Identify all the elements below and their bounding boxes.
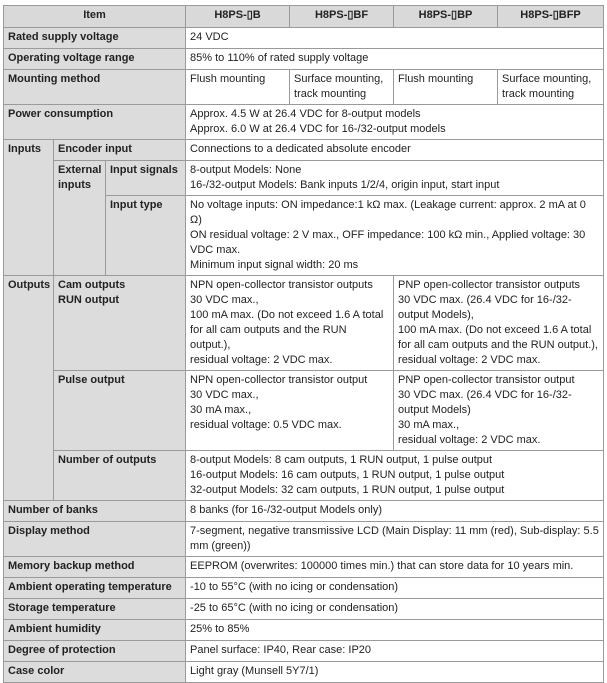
value-memory-backup: EEPROM (overwrites: 100000 times min.) that can store data for 10 years min. — [186, 557, 604, 578]
header-row — [4, 6, 604, 28]
label-mounting-method: Mounting method — [4, 70, 186, 105]
row-encoder-input — [4, 140, 604, 161]
label-input-type: Input type — [106, 196, 186, 276]
label-rated-supply-voltage: Rated supply voltage — [4, 28, 186, 49]
value-ambient-humidity: 25% to 85% — [186, 620, 604, 641]
label-number-of-outputs: Number of outputs — [54, 451, 186, 501]
label-input-signals: Input signals — [106, 161, 186, 196]
row-ambient-humidity — [4, 620, 604, 641]
value-input-signals: 8-output Models: None 16-/32-output Models: Bank inputs 1/2/4, origin input, start input — [186, 161, 604, 196]
value-mounting-b: Flush mounting — [186, 70, 290, 105]
value-number-of-outputs: 8-output Models: 8 cam outputs, 1 RUN output, 1 pulse output 16-output Models: 16 cam outputs, 1 RUN output, 1 pulse output 32-output Models: 32 cam outputs, 1 RUN output, 1 pulse output — [186, 451, 604, 501]
value-degree-of-protection: Panel surface: IP40, Rear case: IP20 — [186, 641, 604, 662]
row-cam-outputs — [4, 276, 604, 371]
label-pulse-output: Pulse output — [54, 371, 186, 451]
header-model-b: H8PS-▯B — [186, 6, 290, 28]
spec-table — [3, 5, 604, 683]
value-mounting-bfp: Surface mounting, track mounting — [498, 70, 604, 105]
label-ambient-humidity: Ambient humidity — [4, 620, 186, 641]
row-memory-backup — [4, 557, 604, 578]
label-external-inputs: External inputs — [54, 161, 106, 276]
row-ambient-operating-temperature — [4, 578, 604, 599]
value-rated-supply-voltage: 24 VDC — [186, 28, 604, 49]
label-display-method: Display method — [4, 522, 186, 557]
row-rated-supply-voltage — [4, 28, 604, 49]
value-pulse-output-pnp: PNP open-collector transistor output 30 VDC max. (26.4 VDC for 16-/32-output Models) 30 mA max., residual voltage: 2 VDC max. — [394, 371, 604, 451]
value-input-type: No voltage inputs: ON impedance:1 kΩ max. (Leakage current: approx. 2 mA at 0 Ω) ON residual voltage: 2 V max., OFF impedance: 100 kΩ min., Applied voltage: 30 VDC max. Minimum input signal width: 20 ms — [186, 196, 604, 276]
row-power-consumption — [4, 105, 604, 140]
value-cam-outputs-pnp: PNP open-collector transistor outputs 30 VDC max. (26.4 VDC for 16-/32-output Models), 100 mA max. (Do not exceed 1.6 A total for all cam outputs and the RUN output.), residual voltage: 2 VDC max. — [394, 276, 604, 371]
value-display-method: 7-segment, negative transmissive LCD (Main Display: 11 mm (red), Sub-display: 5.5 mm (green)) — [186, 522, 604, 557]
value-operating-voltage-range: 85% to 110% of rated supply voltage — [186, 49, 604, 70]
row-operating-voltage-range — [4, 49, 604, 70]
row-display-method — [4, 522, 604, 557]
label-storage-temperature: Storage temperature — [4, 599, 186, 620]
value-storage-temperature: -25 to 65°C (with no icing or condensation) — [186, 599, 604, 620]
row-storage-temperature — [4, 599, 604, 620]
value-encoder-input: Connections to a dedicated absolute encoder — [186, 140, 604, 161]
label-power-consumption: Power consumption — [4, 105, 186, 140]
value-mounting-bf: Surface mounting, track mounting — [290, 70, 394, 105]
value-number-of-banks: 8 banks (for 16-/32-output Models only) — [186, 501, 604, 522]
header-model-bf: H8PS-▯BF — [290, 6, 394, 28]
header-model-bfp: H8PS-▯BFP — [498, 6, 604, 28]
value-case-color: Light gray (Munsell 5Y7/1) — [186, 662, 604, 683]
row-pulse-output — [4, 371, 604, 451]
row-case-color — [4, 662, 604, 683]
value-pulse-output-npn: NPN open-collector transistor output 30 VDC max., 30 mA max., residual voltage: 0.5 VDC max. — [186, 371, 394, 451]
value-power-consumption: Approx. 4.5 W at 26.4 VDC for 8-output models Approx. 6.0 W at 26.4 VDC for 16-/32-output models — [186, 105, 604, 140]
row-number-of-banks — [4, 501, 604, 522]
label-degree-of-protection: Degree of protection — [4, 641, 186, 662]
row-mounting-method — [4, 70, 604, 105]
row-number-of-outputs — [4, 451, 604, 501]
header-item: Item — [4, 6, 186, 28]
label-inputs: Inputs — [4, 140, 54, 276]
label-outputs: Outputs — [4, 276, 54, 501]
label-number-of-banks: Number of banks — [4, 501, 186, 522]
value-ambient-operating-temperature: -10 to 55°C (with no icing or condensation) — [186, 578, 604, 599]
label-case-color: Case color — [4, 662, 186, 683]
value-mounting-bp: Flush mounting — [394, 70, 498, 105]
value-cam-outputs-npn: NPN open-collector transistor outputs 30 VDC max., 100 mA max. (Do not exceed 1.6 A total for all cam outputs and the RUN output.), residual voltage: 2 VDC max. — [186, 276, 394, 371]
header-model-bp: H8PS-▯BP — [394, 6, 498, 28]
label-ambient-operating-temperature: Ambient operating temperature — [4, 578, 186, 599]
label-memory-backup: Memory backup method — [4, 557, 186, 578]
label-operating-voltage-range: Operating voltage range — [4, 49, 186, 70]
label-encoder-input: Encoder input — [54, 140, 186, 161]
label-cam-outputs: Cam outputs RUN output — [54, 276, 186, 371]
row-input-signals — [4, 161, 604, 196]
row-degree-of-protection — [4, 641, 604, 662]
